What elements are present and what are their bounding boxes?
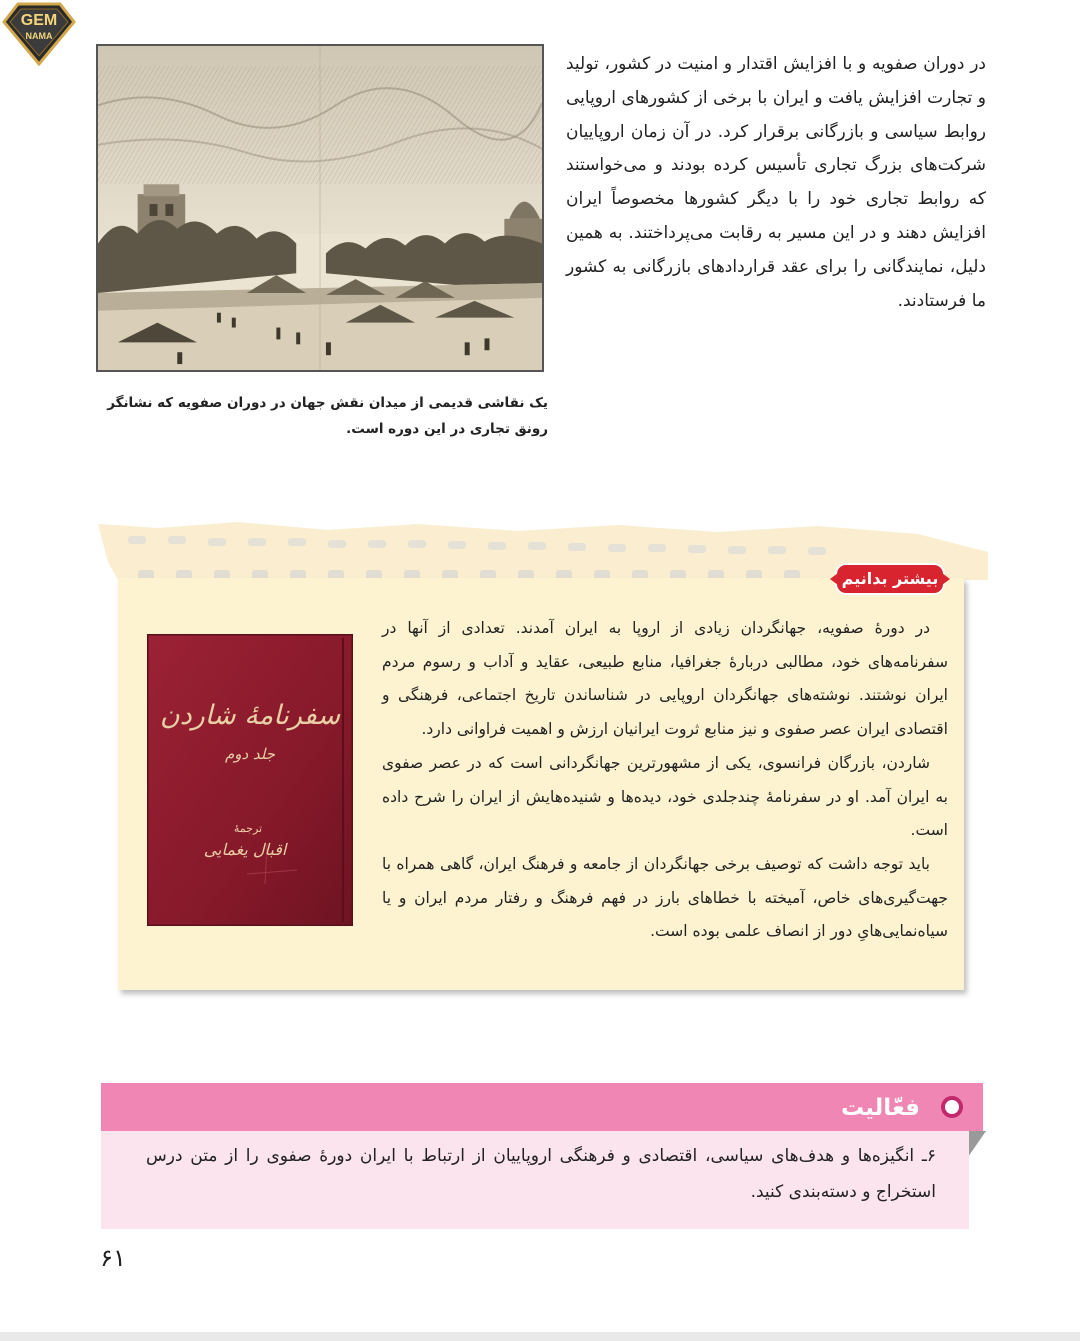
book-volume: جلد دوم <box>224 745 276 763</box>
chardin-book-cover <box>147 634 353 926</box>
intro-paragraph: در دوران صفویه و با افزایش اقتدار و امنیت در کشور، تولید و تجارت افزایش یافت و ایران با برخی از کشورهای اروپایی روابط سیاسی و بازرگانی برقرار کرد. در آن زمان اروپاییان شرکت‌های بزرگ تجاری تأسیس کرده بودند و می‌خواستند که روابط تجاری خود را با دیگر کشورها مخصوصاً ایران افزایش دهند و در این مسیر به رقابت می‌پرداختند. به همین دلیل، نمایندگانی را برای عقد قراردادهای بازرگانی به کشور ما فرستادند. <box>566 54 986 311</box>
logo-text-nama: NAMA <box>25 31 53 41</box>
learn-more-title: بیشتر بدانیم <box>841 569 939 588</box>
learn-more-paragraph: شاردن، بازرگان فرانسوی، یکی از مشهورترین جهانگردانی است که در عصر صفوی به ایران آمد. او در سفرنامهٔ چندجلدی خود، دیده‌ها و شنیده‌هایش از ایران را شرح داده است. <box>382 753 948 840</box>
page-number: ۶۱ <box>100 1244 126 1272</box>
activity-item: ۶ـ انگیزه‌ها و هدف‌های سیاسی، اقتصادی و فرهنگی اروپاییان از ارتباط با ایران دورهٔ صفوی را از متن درس استخراج و دسته‌بندی کنید. <box>146 1146 936 1202</box>
book-title: سفرنامهٔ شاردن <box>159 700 341 731</box>
learn-more-text <box>382 612 948 949</box>
activity-title: فعّالیت <box>840 1095 920 1121</box>
bottom-bar <box>0 1332 1080 1341</box>
learn-more-paragraph: باید توجه داشت که توصیف برخی جهانگردان از جامعه و فرهنگ ایران، گاهی همراه با جهت‌گیری‌های خاص، آمیخته با خطاهای بارز در فهم فرهنگ و رفتار مردم ایران و یا سیاه‌نمایی‌هایِ دور از انصاف علمی بوده است. <box>382 854 948 941</box>
book-translator-label: ترجمهٔ <box>233 822 263 835</box>
book-translator: اقبال یغمایی <box>203 840 287 859</box>
naqsh-jahan-engraving <box>96 44 544 372</box>
gemnama-logo <box>0 0 78 66</box>
logo-text-gem: GEM <box>20 12 58 29</box>
activity-circle-icon <box>941 1096 963 1118</box>
learn-more-paragraph: در دورهٔ صفویه، جهانگردان زیادی از اروپا به ایران آمدند. تعدادی از آنها در سفرنامه‌های خود، مطالبی دربارهٔ جغرافیا، منابع طبیعی، عقاید و آداب و رسوم مردم ایران نوشتند. نوشته‌های جهانگردان اروپایی در شناساندن تاریخ اجتماعی، فرهنگی و اقتصادی ایران عصر صفوی و نیز منابع ثروت ایرانیان ارزش و اهمیت فراوانی دارد. <box>382 619 948 739</box>
image-caption: یک نقاشی قدیمی از میدان نقش جهان در دوران صفویه که نشانگر رونق تجاری در این دوره است. <box>107 395 548 437</box>
